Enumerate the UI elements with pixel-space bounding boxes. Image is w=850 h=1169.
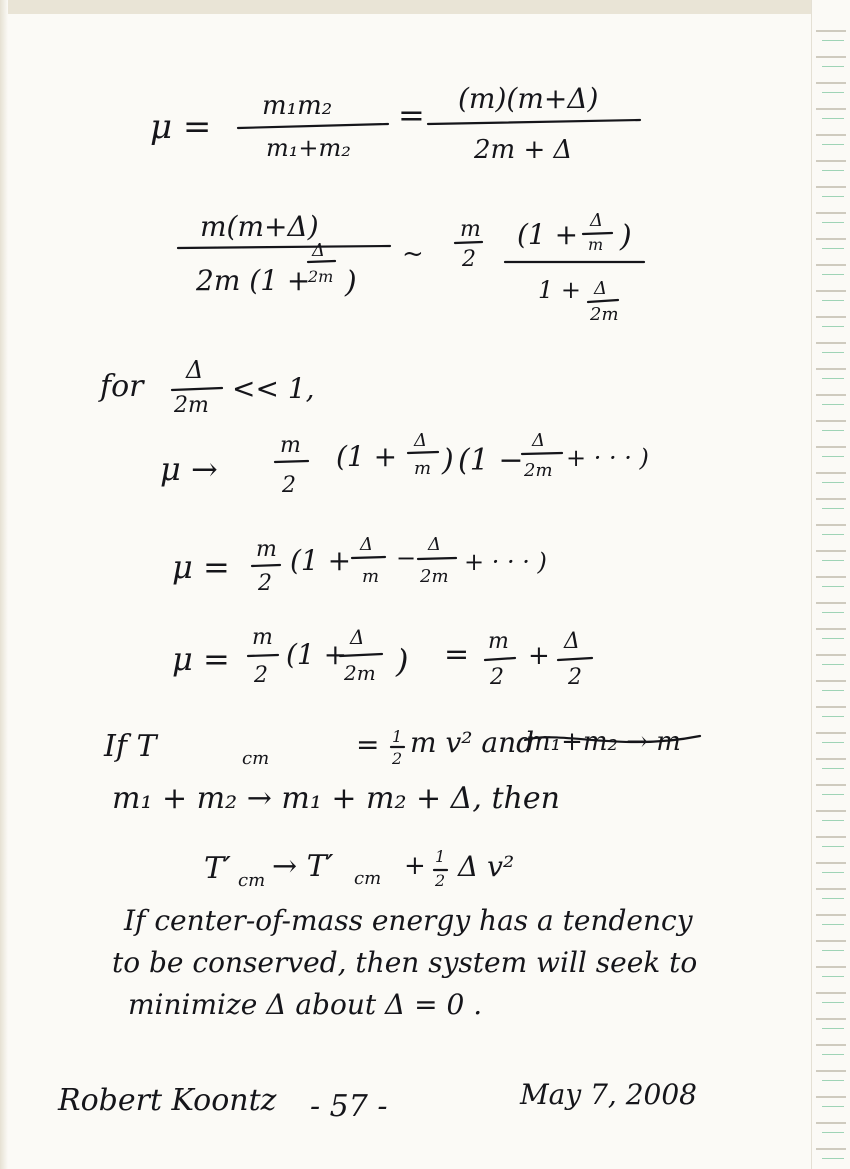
if-tcm-eq: = [356,728,380,761]
step4-coef-den: 2 [258,571,272,596]
step3-coef-num: m [280,433,301,458]
mu-frac1-bar [238,124,388,128]
step2-num2-a: (1 + [517,218,579,251]
signature: Robert Koontz [58,1083,277,1118]
tcm-prime-plus: + [404,851,426,881]
tcm-prime-d: Δ v² [458,850,515,883]
step4-t1-den: m [362,566,380,587]
step4-coef-num: m [256,537,277,562]
mass-change-line: m₁ + m₂ → m₁ + m₂ + Δ, then [112,781,560,816]
step5-r2-num: Δ [564,629,580,654]
step5-coef-den: 2 [254,663,268,688]
step2-den1-b: ) [345,265,357,300]
condition-frac-num: Δ [186,356,204,384]
tcm-prime-sub2: cm [354,868,382,889]
step4-t2-bar [418,558,456,559]
mu-num1: m₁m₂ [262,91,333,121]
step3-p2-b: + · · · ) [566,444,649,472]
conclusion-line-1: If center-of-mass energy has a tendency [124,904,693,937]
mu-eq: = [398,96,425,134]
tcm-prime-sub: cm [238,870,266,891]
step5-plus: + [528,641,550,671]
step4-coef-bar [252,565,280,566]
if-tcm-half-den: 2 [392,749,403,768]
step2-den1-frac-den: 2m [308,267,334,286]
step4-t1-bar [352,557,385,558]
mu-den2: 2m + Δ [474,135,573,165]
step3-p1-num: Δ [414,430,427,451]
step5-r2-bar [558,658,592,660]
step3-p1-b: ) [442,443,454,478]
if-tcm-rest: m v² and [410,726,535,759]
step2-num1: m(m+Δ) [200,210,319,243]
tcm-prime-a: T′ [204,851,231,886]
conclusion-line-2: to be conserved, then system will seek to [112,946,698,979]
mu-lhs: μ = [150,107,212,147]
step2-num2-b: ) [620,219,632,254]
step2-coef-num: m [460,217,481,242]
mu-den1: m₁+m₂ [266,134,351,162]
step3-p2-num: Δ [532,430,545,451]
step5-a: (1 + [286,638,348,671]
step5-coef-num: m [252,625,273,650]
step5-t-num: Δ [350,625,365,649]
tcm-prime-half-den: 2 [435,871,446,890]
step3-p2-bar [522,453,562,454]
step3-p2-a: (1 − [458,443,524,478]
step5-r1-den: 2 [490,665,504,690]
step2-small-bar1 [308,261,335,262]
step5-t-den: 2m [344,661,376,685]
condition-suffix: << 1, [232,372,315,405]
step4-minus: − [396,544,417,572]
step5-r1-bar [485,658,515,660]
step2-den2-a: 1 + [538,276,582,304]
step4-a: (1 + [290,544,352,577]
condition-frac-den: 2m [174,393,209,418]
step2-den2-frac-num: Δ [594,278,607,299]
step5-b: ) [396,642,409,680]
step5-eq: = [444,637,470,672]
step3-coef-bar [275,461,308,462]
mu-frac2-bar [428,120,640,124]
step3-p1-bar [408,452,438,453]
cond-frac-bar [172,388,222,390]
step3-p2-den: 2m [524,460,553,481]
page-number: - 57 - [310,1089,388,1124]
step2-num2-frac-den: m [588,235,604,254]
step3-lhs: μ → [160,450,218,488]
step2-den1-a: 2m (1 + [196,264,311,297]
step4-lhs: μ = [172,548,230,586]
condition-prefix: for [100,369,144,404]
step4-t2-den: 2m [420,566,449,587]
step5-coef-bar [248,655,278,656]
tcm-prime-b: → T′ [272,849,334,884]
step5-r2-den: 2 [568,665,582,690]
mu-num2: (m)(m+Δ) [458,82,599,115]
step5-lhs: μ = [172,640,230,678]
struck-text: m₁+m₂ → m [526,727,681,757]
step4-t1-num: Δ [360,534,373,555]
step2-frac1-bar [178,246,390,248]
step3-p1-a: (1 + [336,440,398,473]
step3-coef-den: 2 [282,473,296,498]
step2-small-bar3 [588,300,618,302]
if-tcm-sub: cm [242,748,270,769]
step2-den1-frac-num: Δ [312,240,325,261]
conclusion-line-3: minimize Δ about Δ = 0 . [128,988,483,1021]
step4-b: + · · · ) [464,548,547,576]
if-tcm-text: If T [104,729,157,764]
step4-t2-num: Δ [428,534,441,555]
tcm-prime-half-num: 1 [435,847,446,866]
date: May 7, 2008 [520,1078,697,1111]
if-tcm-half-num: 1 [392,727,403,746]
step2-coef-bar [455,242,482,243]
step2-approx: ~ [402,239,424,269]
step2-den2-frac-den: 2m [590,304,619,325]
step2-coef-den: 2 [462,247,476,272]
step5-r1-num: m [488,629,509,654]
step2-small-bar2 [583,233,612,234]
step3-p1-den: m [414,458,432,479]
step2-num2-frac-num: Δ [590,210,603,231]
